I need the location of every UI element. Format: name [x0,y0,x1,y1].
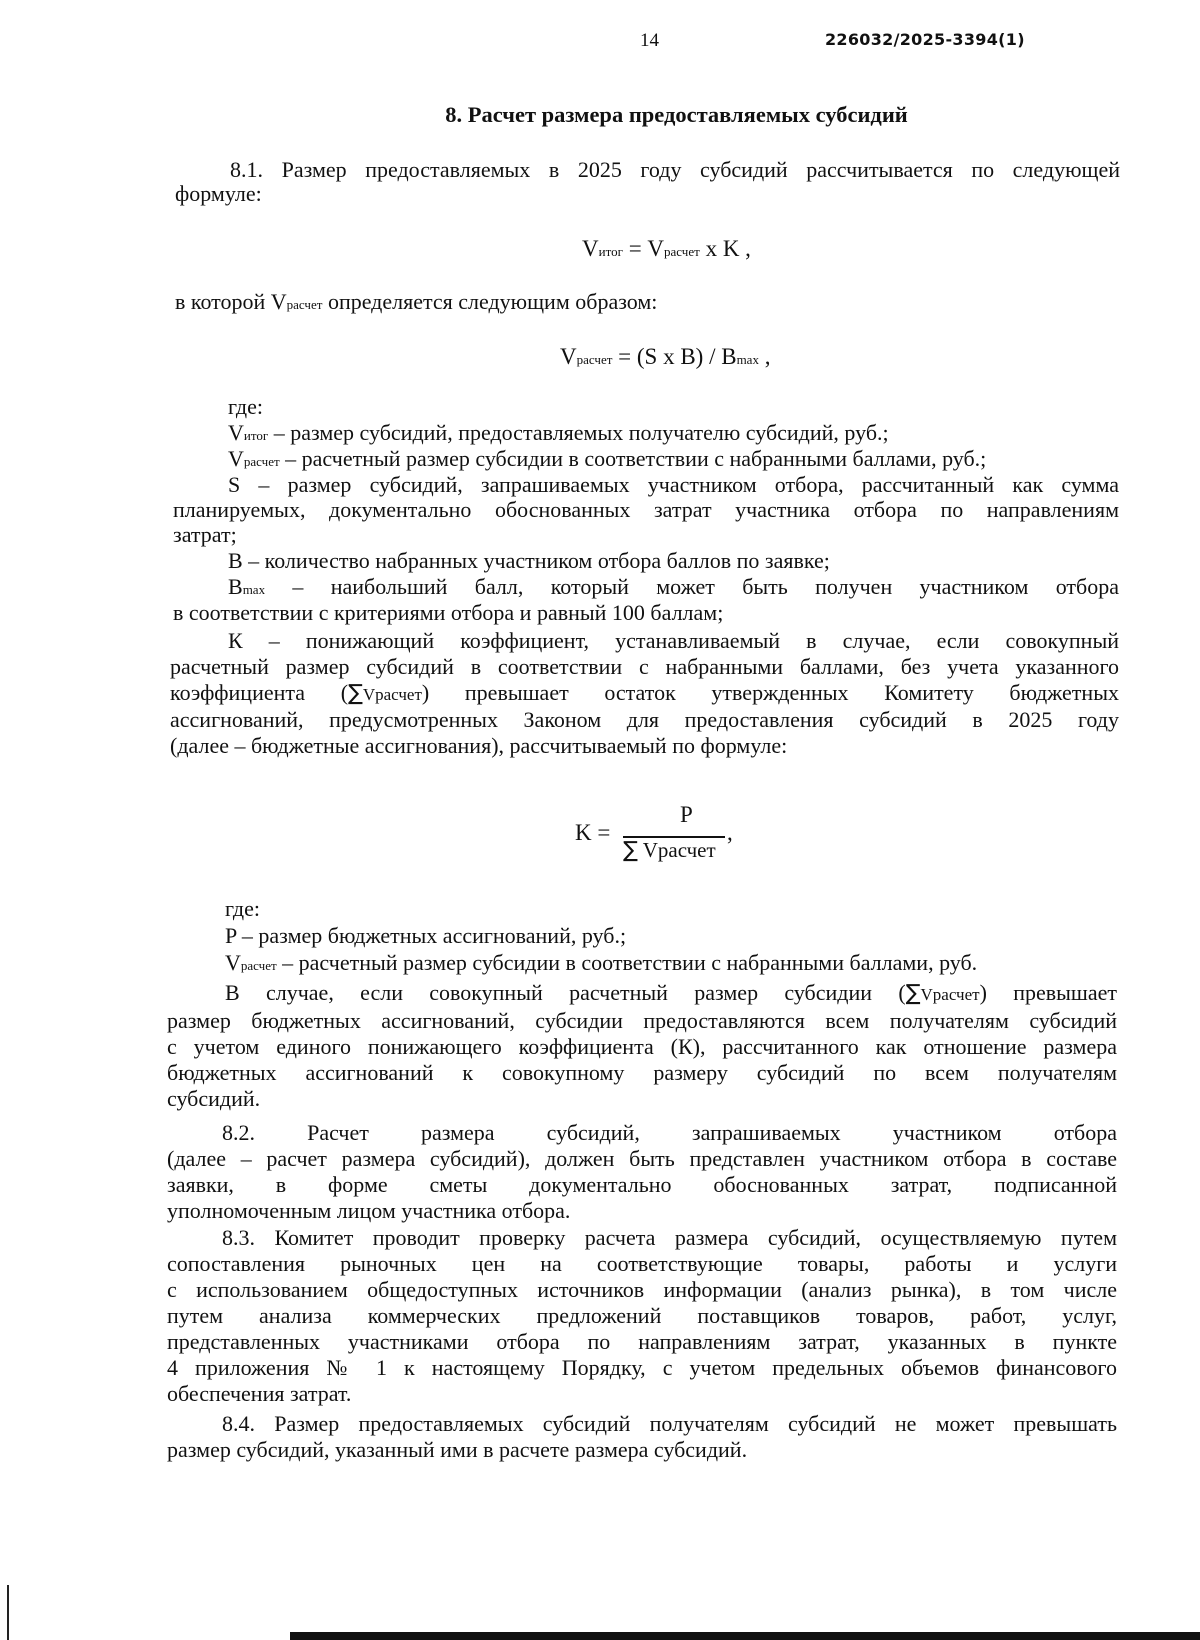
paragraph-8-2-line-4: уполномоченным лицом участника отбора. [167,1198,571,1223]
def-v-raschet-text: – расчетный размер субсидии в соответствии с набранными баллами, руб.; [279,446,987,471]
definition-k-line-2: расчетный размер субсидий в соответствии с набранными баллами, без учета указанного [170,654,1119,679]
case-line-4: бюджетных ассигнований к совокупному размеру субсидий по всем получателям [167,1060,1117,1085]
def-bmax-text: – наибольший балл, который может быть получен участником отбора [265,574,1119,599]
definition2-v-raschet [225,950,977,979]
definition-v-itog [228,420,889,449]
definition-bmax-line-2: в соответствии с критериями отбора и равный 100 баллам; [173,600,724,625]
in-which-line [175,289,657,318]
definition-k-line-3 [170,680,1119,708]
case-line-1-start: В случае, если совокупный расчетный размер субсидии ( [225,980,906,1005]
document-id: 226032/2025-3394(1) [825,30,1025,49]
formula2-end: , [758,344,771,369]
fraction-denominator-text: Vрасчет [642,838,716,862]
case-line-3: с учетом единого понижающего коэффициента (К), рассчитанного как отношение размера [167,1034,1117,1059]
case-line-5: субсидий. [167,1086,261,1111]
sigma-symbol-case: ∑ [905,981,921,1006]
paragraph-8-3-line-4: путем анализа коммерческих предложений поставщиков товаров, работ, услуг, [167,1303,1117,1328]
definition-v-raschet [228,446,986,475]
fraction-numerator: P [680,802,693,827]
def-subscript-raschet: расчет [243,454,280,469]
in-which-subscript: расчет [286,297,323,312]
case-line-2: размер бюджетных ассигнований, субсидии предоставляются всем получателям субсидий [167,1008,1117,1033]
paragraph-8-2-line-3: заявки, в форме сметы документально обоснованных затрат, подписанной [167,1172,1117,1197]
page-number: 14 [640,30,659,51]
def2-v-raschet-text: – расчетный размер субсидии в соответствии с набранными баллами, руб. [276,950,978,975]
section-title: 8. Расчет размера предоставляемых субсидий [445,102,908,127]
formula-subscript-itog: итог [598,244,623,259]
definition-s-line-2: планируемых, документально обоснованных затрат участника отбора по направлениям [173,497,1119,522]
def-subscript-max: max [242,582,266,597]
scan-edge-bottom [290,1632,1200,1640]
formula2-subscript-max: max [736,352,759,367]
def-v-symbol: V [228,420,244,445]
in-which-after: определяется следующим образом: [322,289,658,314]
definition-k-line-4: ассигнований, предусмотренных Законом для предоставления субсидий в 2025 году [170,707,1119,732]
def-b-symbol: B [228,574,243,599]
paragraph-8-4-line-1: 8.4. Размер предоставляемых субсидий получателям субсидий не может превышать [222,1411,1117,1436]
formula-v-raschet [560,344,770,370]
paragraph-8-3-line-2: сопоставления рыночных цен на соответствующие товары, работы и услуги [167,1251,1117,1276]
fraction-k-label: K = [575,820,611,845]
def-k-line-3-start: коэффициента ( [170,680,349,705]
definition-k-line-1: К – понижающий коэффициент, устанавливаемый в случае, если совокупный [228,628,1119,653]
paragraph-8-3-line-3: с использованием общедоступных источников информации (анализ рынка), в том числе [167,1277,1117,1302]
formula-equals-v: = V [622,236,665,261]
paragraph-8-1-line-1: 8.1. Размер предоставляемых в 2025 году субсидий рассчитывается по следующей [230,157,1120,182]
definition-bmax-line-1 [228,574,1119,603]
formula-times-k: x K , [699,236,751,261]
definition-k-line-5: (далее – бюджетные ассигнования), рассчитываемый по формуле: [170,733,788,758]
sigma-symbol-fraction: ∑ [623,838,638,863]
def-k-line-3-end: ) превышает остаток утвержденных Комитету бюджетных [421,680,1119,705]
definitions-where: где: [228,394,263,419]
case-sum-v-raschet: Vрасчет [920,985,980,1004]
def-subscript-itog: итог [243,428,269,443]
def2-v-symbol: V [225,950,241,975]
paragraph-8-4-line-2: размер субсидий, указанный ими в расчете размера субсидий. [167,1437,748,1462]
def-v-symbol-2: V [228,446,244,471]
formula2-subscript-raschet: расчет [576,352,613,367]
paragraph-8-1-line-2: формуле: [175,181,262,206]
def-v-itog-text: – размер субсидий, предоставляемых получателю субсидий, руб.; [268,420,889,445]
case-line-1-end: ) превышает [979,980,1117,1005]
paragraph-8-3-line-6: 4 приложения № 1 к настоящему Порядку, с учетом предельных объемов финансового [167,1355,1117,1380]
paragraph-8-3-line-7: обеспечения затрат. [167,1381,352,1406]
definitions2-where: где: [225,896,260,921]
scan-edge-left [7,1585,9,1640]
definition-b: B – количество набранных участником отбора баллов по заявке; [228,548,830,573]
formula2-middle: = (S x B) / B [612,344,737,369]
fraction-comma: , [727,820,733,845]
def-k-sum-v-raschet: Vрасчет [362,685,422,704]
definition-s-line-1: S – размер субсидий, запрашиваемых участником отбора, рассчитанный как сумма [228,472,1119,497]
formula-v-itog [582,236,751,262]
def2-subscript-raschet: расчет [240,958,277,973]
definition-p: P – размер бюджетных ассигнований, руб.; [225,923,627,948]
formula2-v-symbol: V [560,344,577,369]
paragraph-8-2-line-1: 8.2. Расчет размера субсидий, запрашиваемых участником отбора [222,1120,1117,1145]
formula-subscript-raschet: расчет [664,244,700,259]
fraction-denominator [623,838,716,863]
sigma-symbol: ∑ [348,681,363,706]
definition-s-line-3: затрат; [173,522,237,547]
paragraph-8-3-line-1: 8.3. Комитет проводит проверку расчета размера субсидий, осуществляемую путем [222,1225,1117,1250]
in-which-before: в которой V [175,289,287,314]
case-line-1 [225,980,1117,1008]
paragraph-8-2-line-2: (далее – расчет размера субсидий), должен быть представлен участником отбора в составе [167,1146,1117,1171]
formula-v-symbol: V [582,236,599,261]
paragraph-8-3-line-5: представленных участниками отбора по направлениям затрат, указанных в пункте [167,1329,1117,1354]
